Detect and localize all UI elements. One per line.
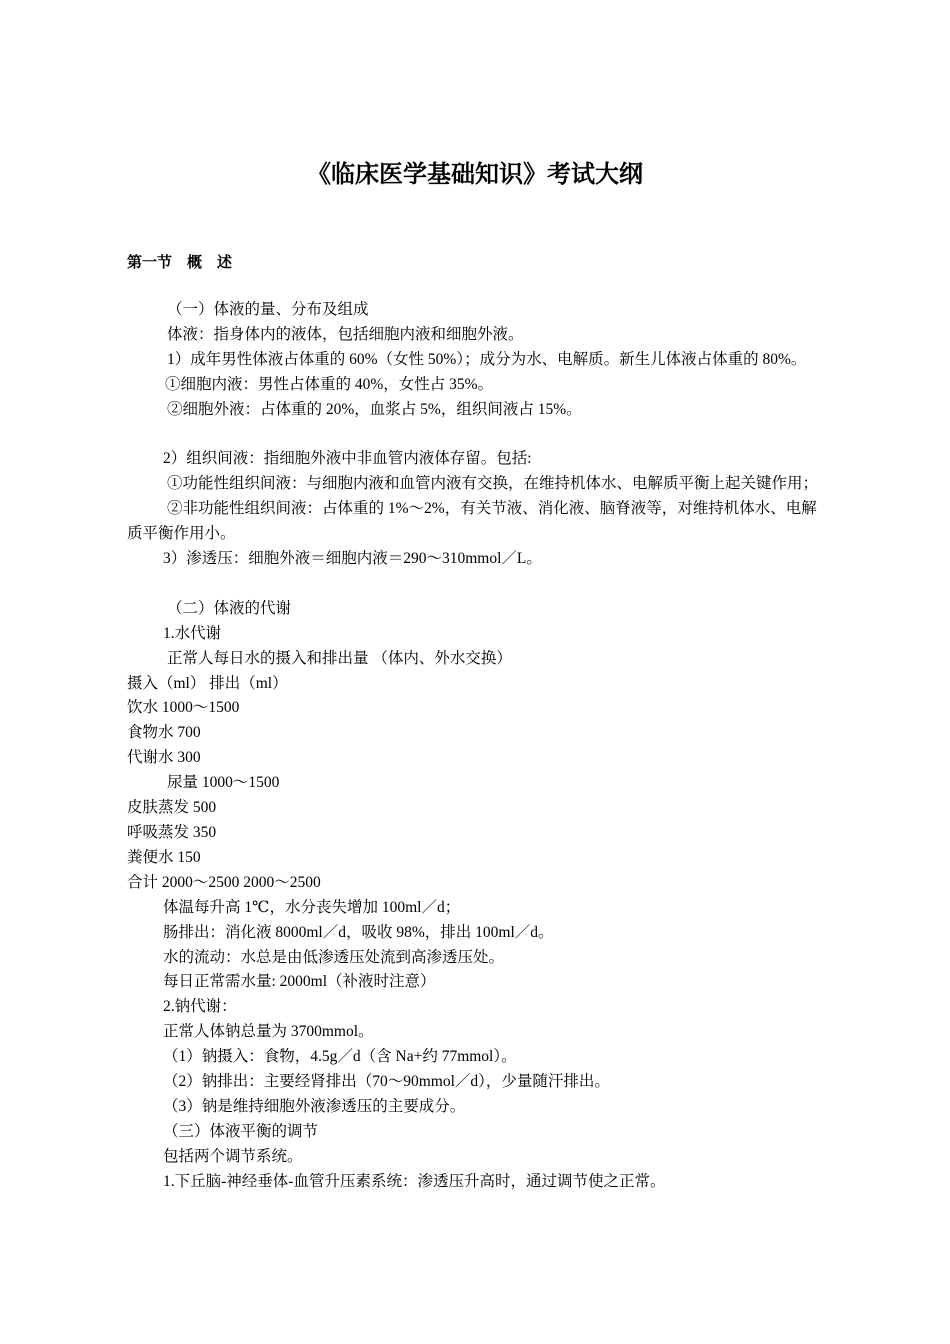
paragraph-line: 1.水代谢: [163, 624, 222, 642]
paragraph-line: 饮水 1000～1500: [127, 699, 240, 717]
paragraph-line: 体液：指身体内的液体，包括细胞内液和细胞外液。: [167, 325, 524, 343]
blank-line: [127, 572, 827, 597]
paragraph-line: 呼吸蒸发 350: [127, 824, 217, 841]
paragraph-line: 3）渗透压：细胞外液＝细胞内液＝290～310mmol／L。: [163, 550, 542, 568]
paragraph-line: 肠排出：消化液 8000ml／d，吸收 98%，排出 100ml／d。: [163, 923, 554, 941]
paragraph-line: 每日正常需水量: 2000ml（补液时注意）: [163, 973, 436, 991]
paragraph-line: 代谢水 300: [127, 749, 201, 767]
paragraph-line: 食物水 700: [127, 724, 201, 742]
paragraph-line: 正常人体钠总量为 3700mmol。: [163, 1023, 374, 1041]
paragraph-line: （1）钠摄入：食物，4.5g／d（含 Na+约 77mmol）。: [163, 1048, 517, 1066]
paragraph-line: 粪便水 150: [127, 848, 201, 866]
paragraph-line: 1.下丘脑-神经垂体-血管升压素系统：渗透压升高时，通过调节使之正常。: [163, 1172, 666, 1190]
document-title: 《临床医学基础知识》考试大纲: [307, 160, 643, 188]
document-body: [127, 298, 827, 1195]
paragraph-line: （一）体液的量、分布及组成: [167, 301, 369, 318]
paragraph-line: ①功能性组织间液：与细胞内液和血管内液有交换，在维持机体水、电解质平衡上起关键作用；: [167, 475, 819, 493]
paragraph-line: 水的流动：水总是由低渗透压处流到高渗透压处。: [163, 948, 505, 966]
section-heading: 第一节 概 述: [127, 253, 233, 271]
paragraph-line: 1）成年男性体液占体重的 60%（女性 50%）；成分为水、电解质。新生儿体液占体重的 80%。: [167, 350, 807, 368]
paragraph-line: 尿量 1000～1500: [167, 774, 280, 792]
paragraph-line: （2）钠排出：主要经肾排出（70～90mmol／d），少量随汗排出。: [163, 1073, 610, 1091]
paragraph-line: 2）组织间液：指细胞外液中非血管内液体存留。包括:: [163, 450, 532, 468]
paragraph-line: ②非功能性组织间液：占体重的 1%～2%，有关节液、消化液、脑脊液等，对维持机体水、电解质平衡作用小。: [127, 500, 817, 543]
paragraph-line: ①细胞内液：男性占体重的 40%，女性占 35%。: [165, 375, 494, 393]
paragraph-line: （三）体液平衡的调节: [163, 1122, 319, 1140]
paragraph-line: 合计 2000～2500 2000～2500: [127, 873, 321, 891]
paragraph-line: 摄入（ml） 排出（ml）: [127, 674, 288, 692]
paragraph-line: ②细胞外液：占体重的 20%，血浆占 5%，组织间液占 15%。: [167, 400, 582, 418]
paragraph-line: 正常人每日水的摄入和排出量 （体内、外水交换）: [167, 649, 512, 667]
paragraph-line: 包括两个调节系统。: [163, 1147, 303, 1165]
paragraph-line: （3）钠是维持细胞外液渗透压的主要成分。: [163, 1097, 466, 1115]
paragraph-line: 皮肤蒸发 500: [127, 799, 217, 817]
blank-line: [127, 423, 827, 448]
paragraph-line: 2.钠代谢：: [163, 998, 237, 1016]
paragraph-line: （二）体液的代谢: [167, 599, 292, 617]
paragraph-line: 体温每升高 1℃，水分丧失增加 100ml／d；: [163, 898, 461, 916]
